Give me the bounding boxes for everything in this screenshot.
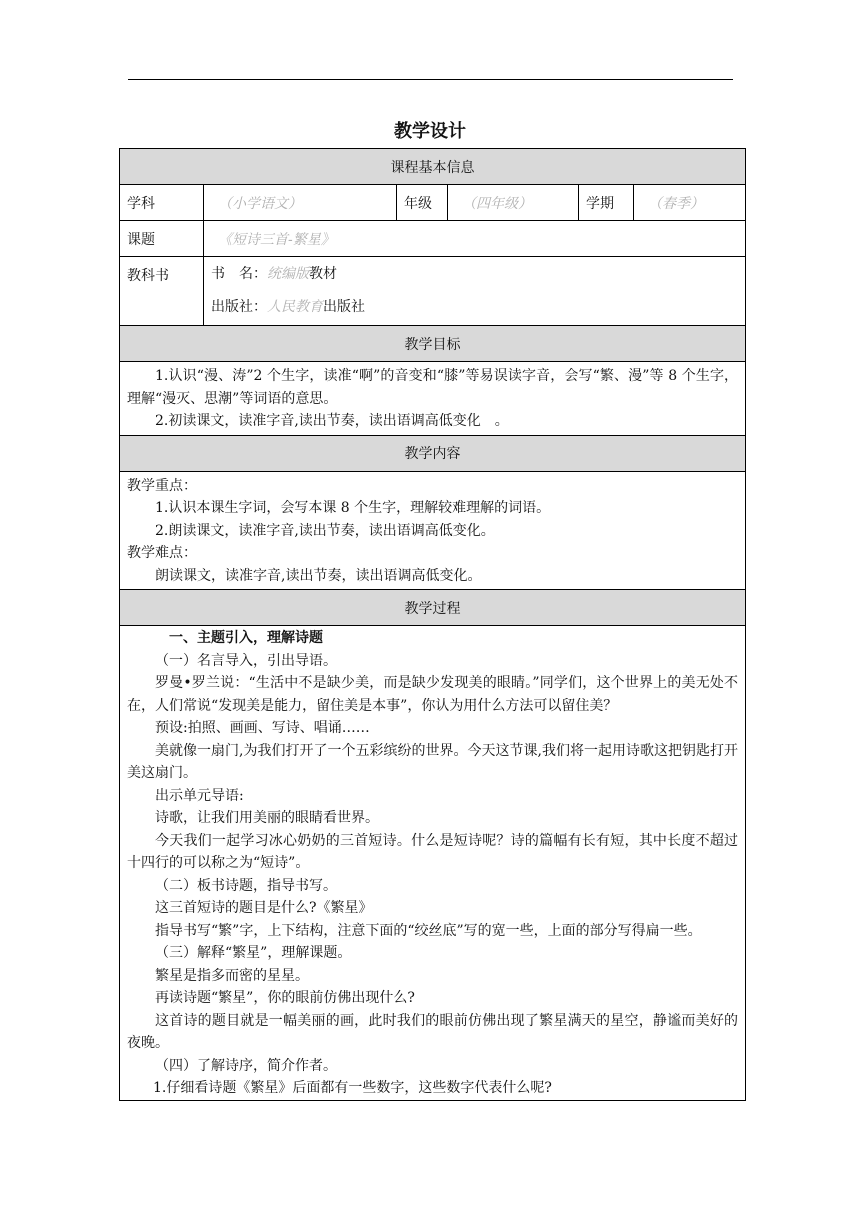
process-paragraph: （三）解释“繁星”，理解课题。 bbox=[155, 945, 352, 961]
process-paragraph: （二）板书诗题，指导书写。 bbox=[155, 877, 337, 894]
process-paragraph: （四）了解诗序，简介作者。 bbox=[155, 1057, 337, 1074]
publisher-label: 出版社： bbox=[211, 299, 267, 315]
process-paragraph: 美就像一扇门,为我们打开了一个五彩缤纷的世界。今天这节课,我们将一起用诗歌这把钥匙打开美这扇门。 bbox=[127, 742, 739, 781]
section-title: 一、主题引入，理解诗题 bbox=[169, 630, 323, 646]
book-name-value: 统编版 bbox=[267, 266, 309, 282]
process-paragraph: 这首诗的题目就是一幅美丽的画，此时我们的眼前仿佛出现了繁星满天的星空，静谧而美好的夜晚。 bbox=[127, 1012, 739, 1051]
process-paragraph: 这三首短诗的题目是什么?《繁星》 bbox=[155, 900, 373, 916]
textbook-label: 教科书 bbox=[120, 257, 204, 326]
process-body bbox=[120, 626, 746, 1101]
objectives-body bbox=[120, 362, 746, 436]
publisher-suffix: 出版社 bbox=[323, 299, 365, 315]
publisher-value: 人民教育 bbox=[267, 299, 323, 315]
process-paragraph: 今天我们一起学习冰心奶奶的三首短诗。什么是短诗呢？诗的篇幅有长有短，其中长度不超过十四行的可以称之为“短诗”。 bbox=[127, 832, 739, 871]
process-header: 教学过程 bbox=[120, 590, 746, 626]
term-label: 学期 bbox=[579, 185, 634, 221]
process-paragraph: 繁星是指多而密的星星。 bbox=[155, 967, 309, 984]
objectives-header: 教学目标 bbox=[120, 326, 746, 362]
topic-label: 课题 bbox=[120, 221, 204, 257]
term-value: （春季） bbox=[634, 185, 746, 221]
process-paragraph: 罗曼•罗兰说：“生活中不是缺少美，而是缺少发现美的眼睛。”同学们，这个世界上的美无处不在，人们常说“发现美是能力，留住美是本事”，你认为用什么方法可以留住美？ bbox=[127, 675, 739, 714]
objective-item: 2.初读课文，读准字音,读出节奏，读出语调高低变化 。 bbox=[155, 413, 509, 429]
header-rule bbox=[128, 79, 733, 80]
book-name-line bbox=[211, 257, 745, 292]
process-paragraph: 出示单元导语: bbox=[155, 787, 244, 804]
grade-value: （四年级） bbox=[448, 185, 579, 221]
lesson-plan-table bbox=[119, 148, 746, 1101]
topic-value: 《短诗三首-繁星》 bbox=[204, 221, 746, 257]
process-paragraph: 诗歌，让我们用美丽的眼睛看世界。 bbox=[155, 810, 379, 826]
grade-label: 年级 bbox=[397, 185, 448, 221]
key-point-item: 2.朗读课文，读准字音,读出节奏，读出语调高低变化。 bbox=[155, 522, 495, 539]
difficult-points-label: 教学难点： bbox=[127, 545, 197, 561]
subject-label: 学科 bbox=[120, 185, 204, 221]
book-name-suffix: 教材 bbox=[309, 266, 337, 282]
process-paragraph: 再读诗题“繁星”，你的眼前仿佛出现什么? bbox=[155, 990, 415, 1006]
process-paragraph: （一）名言导入，引出导语。 bbox=[155, 652, 337, 669]
document-title: 教学设计 bbox=[394, 121, 466, 142]
textbook-info bbox=[204, 257, 746, 326]
book-name-label: 书 名： bbox=[211, 266, 267, 282]
key-points-label: 教学重点： bbox=[127, 477, 197, 494]
content-header: 教学内容 bbox=[120, 435, 746, 471]
basic-info-header: 课程基本信息 bbox=[120, 149, 746, 185]
process-paragraph: 预设:拍照、画画、写诗、唱诵…… bbox=[155, 720, 370, 736]
difficult-point-item: 朗读课文，读准字音,读出节奏，读出语调高低变化。 bbox=[155, 567, 482, 584]
key-point-item: 1.认识本课生字词，会写本课 8 个生字，理解较难理解的词语。 bbox=[155, 500, 551, 516]
process-last-line: 1.仔细看诗题《繁星》后面都有一些数字，这些数字代表什么呢? bbox=[153, 1080, 552, 1096]
publisher-line bbox=[211, 290, 745, 325]
content-body bbox=[120, 471, 746, 590]
objective-item: 1.认识“漫、涛”2 个生字，读准“啊”的音变和“膝”等易误读字音，会写“繁、漫”等 8 个生字，理解“漫灭、思潮”等词语的意思。 bbox=[127, 368, 739, 407]
process-paragraph: 指导书写“繁”字，上下结构，注意下面的“绞丝底”写的宽一些，上面的部分写得扁一些。 bbox=[155, 922, 702, 939]
subject-value: （小学语文） bbox=[204, 185, 397, 221]
